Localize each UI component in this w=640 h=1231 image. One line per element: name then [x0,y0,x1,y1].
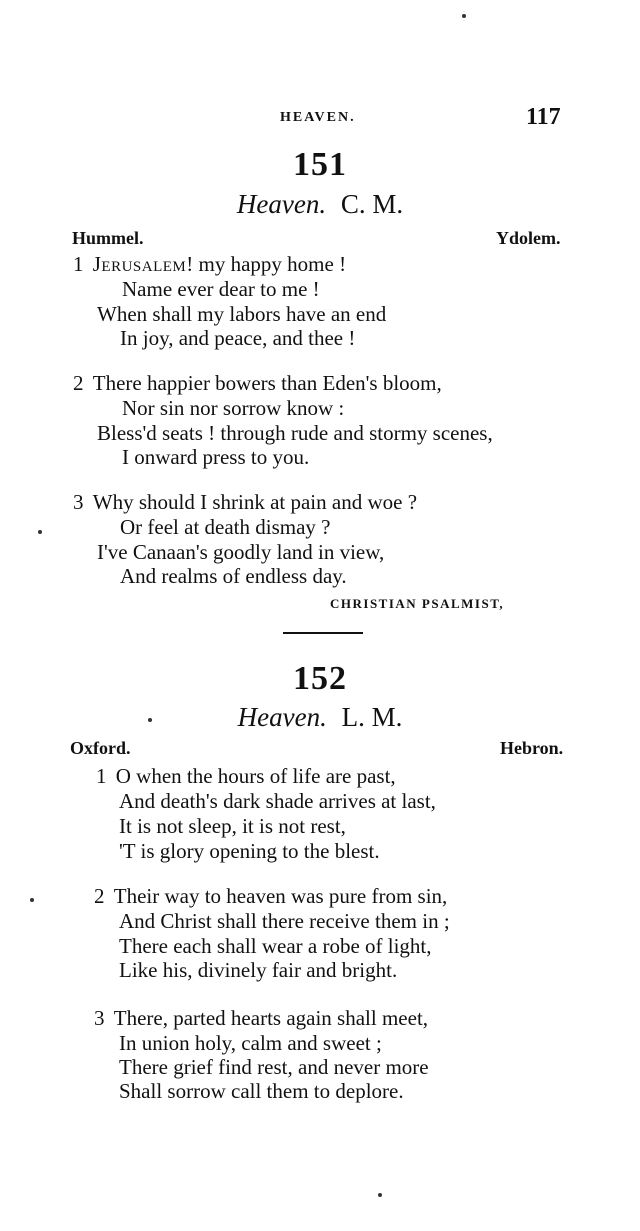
section-divider [283,632,363,634]
verse-line: Name ever dear to me ! [122,277,320,301]
verse-number: 2 [73,371,84,395]
verse-line: Or feel at death dismay ? [120,515,331,539]
tune-left: Oxford. [70,738,131,758]
running-head [0,104,640,134]
hymn-number: 151 [293,146,347,183]
verse-number: 3 [73,490,84,514]
scan-speck [30,898,34,902]
first-line: There, parted hearts again shall meet, [113,1006,429,1030]
first-line: O when the hours of life are past, [115,764,396,788]
verse-line [96,764,396,789]
verse-line: And realms of endless day. [120,564,347,588]
verse-line [73,490,417,515]
verse-line: In joy, and peace, and thee ! [120,326,356,350]
verse-line [73,252,346,277]
verse-line [94,1006,428,1031]
verse-line: There grief find rest, and never more [119,1055,429,1079]
verse-line: I've Canaan's goodly land in view, [97,540,385,564]
verse-line [73,371,442,396]
verse-line: Shall sorrow call them to deplore. [119,1079,404,1103]
verse-line: In union holy, calm and sweet ; [119,1031,382,1055]
hymn-title-name: Heaven. [237,702,327,732]
verse-line: It is not sleep, it is not rest, [119,814,346,838]
verse-line: I onward press to you. [122,445,310,469]
tune-right: Ydolem. [496,228,561,248]
verse-line: And death's dark shade arrives at last, [119,789,436,813]
hymn-meter: L. M. [341,702,403,732]
first-line: There happier bowers than Eden's bloom, [92,371,442,395]
verse-number: 3 [94,1006,105,1030]
verse-line: Like his, divinely fair and bright. [119,958,398,982]
verse-line: Bless'd seats ! through rude and stormy scenes, [97,421,493,445]
verse-number: 1 [96,764,107,788]
verse-line [94,884,447,909]
hymn-number: 152 [293,660,347,697]
running-title: HEAVEN. [280,110,356,125]
scan-speck [462,14,466,18]
first-word: Jerusalem [92,252,187,276]
page-number: 117 [526,104,561,130]
tune-right: Hebron. [500,738,564,758]
author-attribution: CHRISTIAN PSALMIST, [330,596,505,611]
hymn-title [0,702,640,733]
scan-speck [148,718,152,722]
hymn-title-name: Heaven. [236,189,327,219]
first-line: Their way to heaven was pure from sin, [113,884,448,908]
verse-line: When shall my labors have an end [97,302,387,326]
first-line-rest: ! my happy home ! [186,252,347,276]
tune-left: Hummel. [72,228,144,248]
verse-line: There each shall wear a robe of light, [119,934,432,958]
scan-speck [38,530,42,534]
verse-line: And Christ shall there receive them in ; [119,909,450,933]
hymn-meter: C. M. [340,189,404,219]
verse-number: 2 [94,884,105,908]
verse-line: Nor sin nor sorrow know : [122,396,345,420]
first-line: Why should I shrink at pain and woe ? [92,490,418,514]
scan-speck [378,1193,382,1197]
verse-number: 1 [73,252,84,276]
verse-line: 'T is glory opening to the blest. [119,839,380,863]
hymn-title [0,189,640,220]
